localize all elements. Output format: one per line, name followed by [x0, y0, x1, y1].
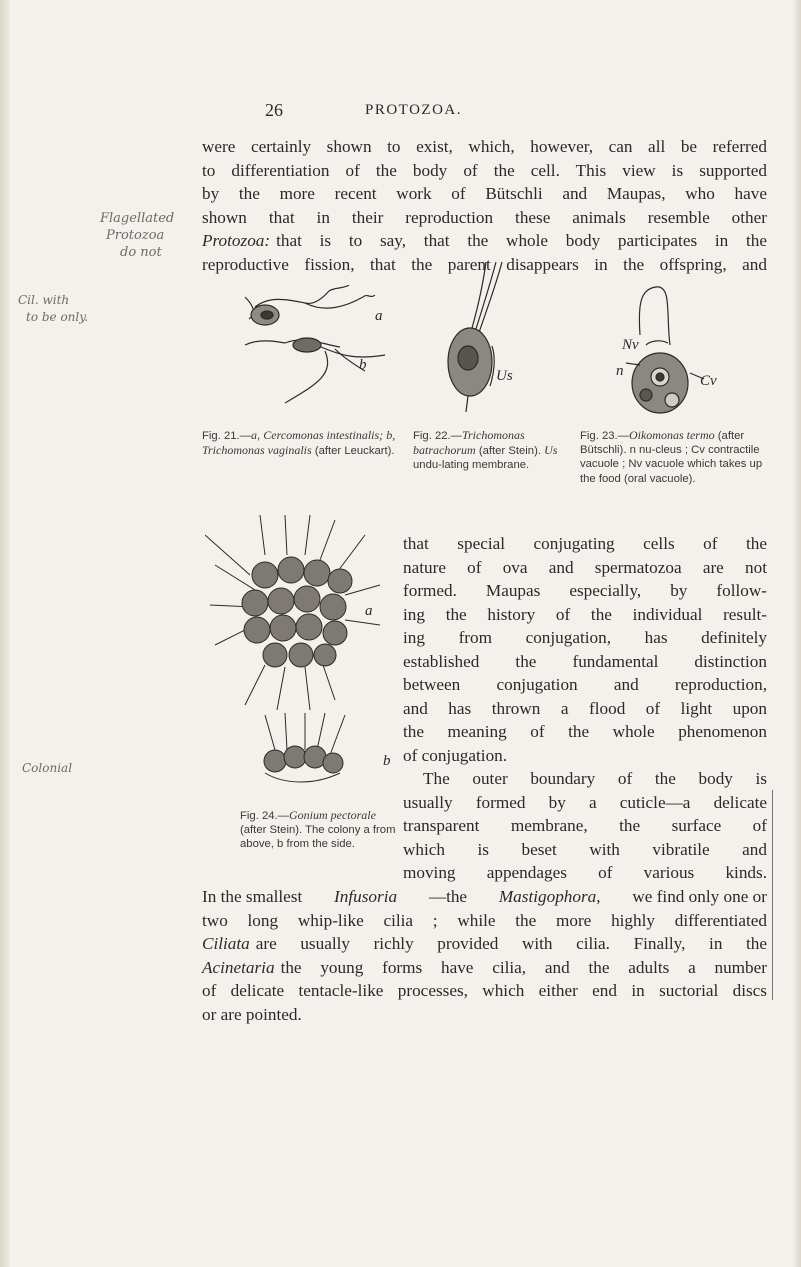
svg-text:b: b: [359, 357, 367, 373]
fig21-illustration: [225, 285, 400, 405]
top-paragraph: [202, 135, 767, 276]
text-line: reproductive fission, that the parent disappears in the offspring, and: [202, 254, 767, 274]
svg-text:Us: Us: [496, 368, 513, 384]
text-line: moving appendages of various kinds.: [403, 863, 767, 882]
running-title: PROTOZOA.: [365, 102, 462, 118]
text-line: nature of ova and spermatozoa are not: [403, 557, 767, 577]
text-line: of conjugation.: [403, 745, 508, 765]
text-line: In the smallest Infusoria —the Mastigophora, we find only one or: [202, 887, 767, 906]
fig21-caption: Fig. 21.—a, Cercomonas intestinalis; b, Trichomonas vaginalis (after Leuckart).: [202, 428, 396, 458]
svg-text:Nv: Nv: [622, 337, 639, 353]
text-line: formed. Maupas especially, by follow-: [403, 581, 767, 600]
svg-text:a: a: [365, 603, 373, 619]
fig22-caption: Fig. 22.—Trichomonas batrachorum (after Stein). Us undu-lating membrane.: [413, 428, 558, 472]
text-line: usually formed by a cuticle—a delicate: [403, 792, 767, 812]
svg-text:Cv: Cv: [700, 373, 717, 389]
second-paragraph-full: [202, 885, 767, 1026]
margin-note-3: Colonial: [22, 761, 73, 775]
page-number: 26: [265, 100, 283, 120]
text-line: to differentiation of the body of the cell. This view is supported: [202, 160, 767, 180]
svg-text:n: n: [616, 363, 624, 379]
text-line: two long whip-like cilia ; while the more highly differentiated: [202, 910, 767, 930]
text-line: established the fundamental distinction: [403, 651, 767, 671]
text-line: that special conjugating cells of the: [403, 534, 767, 553]
text-line: ing from conjugation, has definitely: [403, 628, 767, 647]
text-line: Ciliata are usually richly provided with cilia. Finally, in the: [202, 934, 767, 953]
second-paragraph-right: [403, 767, 767, 885]
margin-note-1: Flagellated Protozoa do not: [100, 211, 175, 260]
text-line: transparent membrane, the surface of: [403, 816, 767, 835]
svg-text:b: b: [383, 753, 391, 769]
text-line: Protozoa: that is to say, that the whole body participates in the: [202, 229, 767, 253]
svg-text:a: a: [375, 308, 383, 324]
text-line: The outer boundary of the body is: [423, 769, 767, 788]
text-line: by the more recent work of Bütschli and Maupas, who have: [202, 184, 767, 203]
page-left-edge: [0, 0, 10, 1267]
text-line: which is beset with vibratile and: [403, 839, 767, 859]
fig24-caption: Fig. 24.—Gonium pectorale (after Stein). The colony a from above, b from the side.: [240, 808, 396, 851]
text-line: of delicate tentacle-like processes, which either end in suctorial discs: [202, 981, 767, 1000]
text-line: between conjugation and reproduction,: [403, 675, 767, 694]
right-paragraph: [403, 532, 767, 767]
italic-word: Protozoa:: [202, 231, 271, 250]
fig23-caption: Fig. 23.—Oikomonas termo (after Bütschli). n nu-cleus ; Cv contractile vacuole ; Nv vacuole which takes up the food (oral vacuole).: [580, 428, 763, 485]
fig24-illustration: [205, 515, 400, 805]
text-line: the meaning of the whole phenomenon: [403, 722, 767, 741]
page-right-edge: [793, 0, 801, 1267]
text-line: and has thrown a flood of light upon: [403, 698, 767, 718]
fig23-illustration: [600, 285, 740, 415]
text-line: Acinetaria the young forms have cilia, and the adults a number: [202, 957, 767, 977]
text-line: or are pointed.: [202, 1004, 302, 1024]
text-line: were certainly shown to exist, which, however, can all be referred: [202, 137, 767, 156]
text-line: ing the history of the individual result-: [403, 604, 767, 624]
fig22-illustration: [438, 262, 518, 412]
margin-bracket: [770, 790, 773, 1000]
text-line: shown that in their reproduction these animals resemble other: [202, 207, 767, 227]
margin-note-2: Cil. with to be only.: [18, 293, 89, 324]
